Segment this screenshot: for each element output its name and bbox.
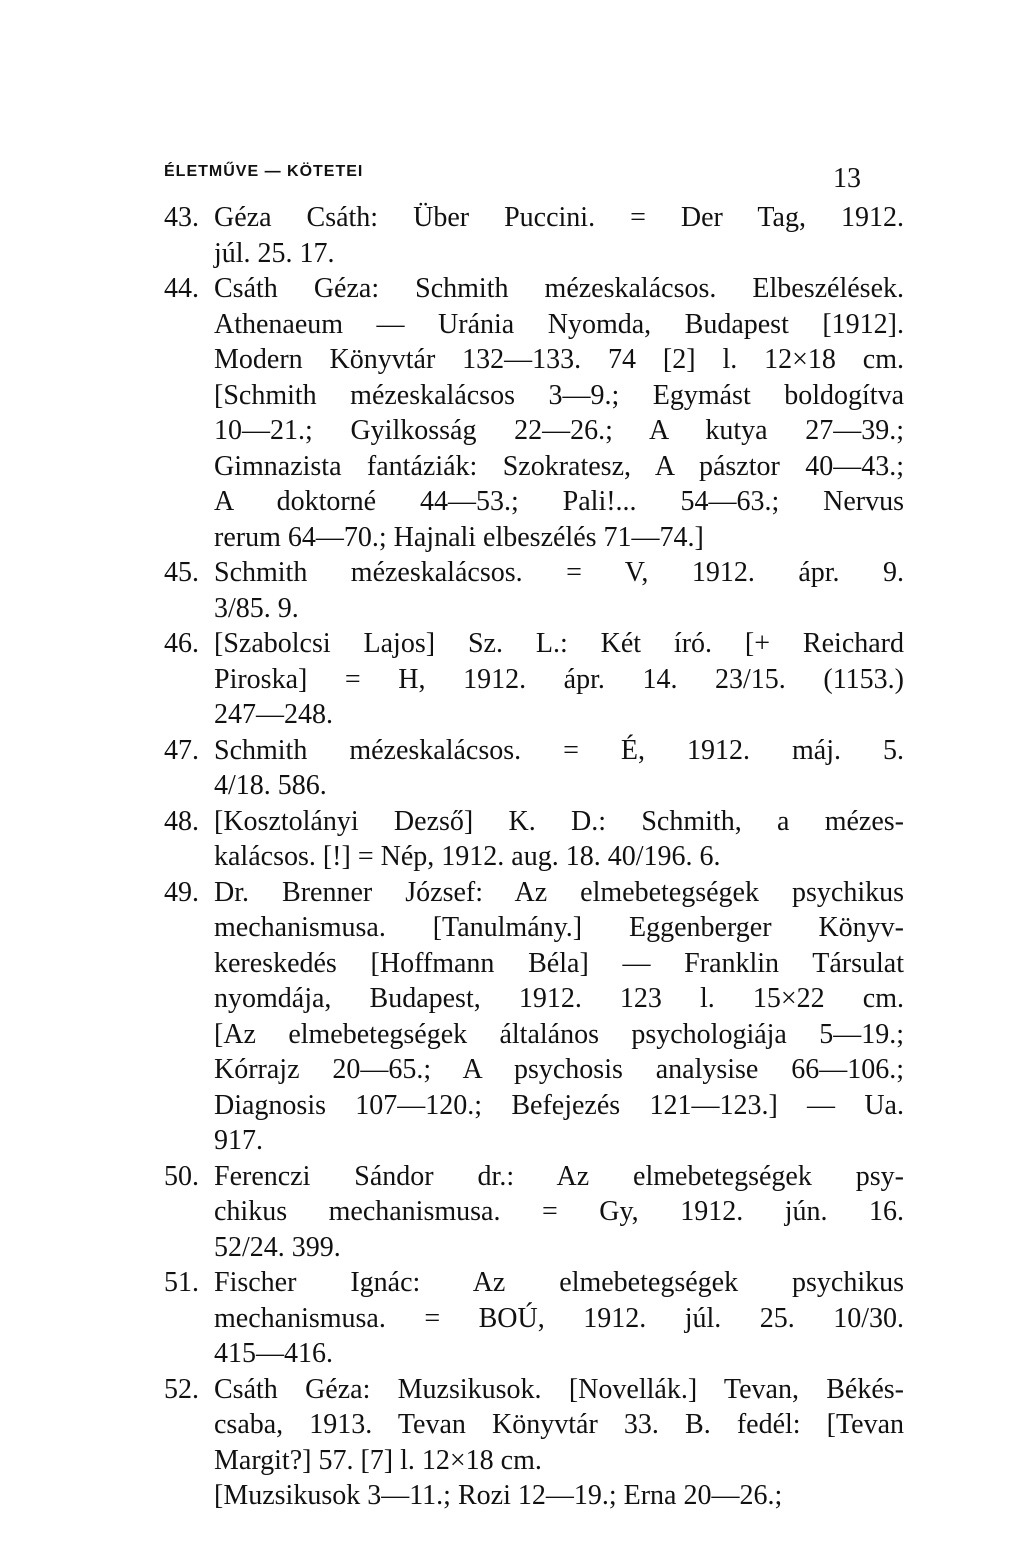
page-number: 13 — [833, 163, 861, 194]
entry-line: csaba, 1913. Tevan Könyvtár 33. B. fedél: [Tevan — [214, 1409, 904, 1440]
bibliography-entry — [164, 200, 904, 271]
entry-line: mechanismusa. [Tanulmány.] Eggenberger Könyv- — [214, 912, 904, 943]
bibliography-entry — [164, 1159, 904, 1266]
entry-line: Athenaeum — Uránia Nyomda, Budapest [1912]. — [214, 308, 904, 340]
entry-number: 44. — [164, 273, 199, 304]
entry-number: 51. — [164, 1267, 199, 1298]
entry-number: 48. — [164, 805, 199, 837]
entry-number: 43. — [164, 202, 199, 233]
entry-line: [Muzsikusok 3—11.; Rozi 12—19.; Erna 20—26.; — [214, 1480, 783, 1511]
bibliography-entry — [164, 1265, 904, 1372]
entry-line: 10—21.; Gyilkosság 22—26.; A kutya 27—39.; — [214, 415, 904, 446]
bibliography-entry — [164, 804, 904, 875]
entry-line: Margit?] 57. [7] l. 12×18 cm. — [214, 1444, 542, 1476]
entry-line: [Szabolcsi Lajos] Sz. L.: Két író. [+ Reichard — [214, 628, 904, 659]
entry-line: A doktorné 44—53.; Pali!... 54—63.; Nervus — [214, 486, 904, 517]
entry-line: Diagnosis 107—120.; Befejezés 121—123.] — Ua. — [214, 1089, 904, 1121]
entry-line: 917. — [214, 1125, 263, 1156]
entry-line: Kórrajz 20—65.; A psychosis analysise 66—106.; — [214, 1054, 904, 1085]
entry-line: rerum 64—70.; Hajnali elbeszélés 71—74.] — [214, 521, 704, 553]
entry-line: Géza Csáth: Über Puccini. = Der Tag, 1912. — [214, 202, 904, 233]
running-head: ÉLETMŰVE — KÖTETEI — [164, 163, 364, 180]
entry-number: 45. — [164, 557, 199, 588]
entry-line: 52/24. 399. — [214, 1231, 341, 1263]
bibliography-entry — [164, 733, 904, 804]
entry-line: Csáth Géza: Schmith mézeskalácsos. Elbeszélések. — [214, 273, 904, 304]
bibliography-entries — [164, 200, 904, 1514]
entry-line: 415—416. — [214, 1338, 333, 1369]
entry-line: 4/18. 586. — [214, 770, 327, 801]
entry-line: Piroska] = H, 1912. ápr. 14. 23/15. (1153.) — [214, 663, 904, 695]
entry-line: Schmith mézeskalácsos. = V, 1912. ápr. 9. — [214, 557, 904, 588]
bibliography-entry — [164, 626, 904, 733]
entry-number: 46. — [164, 628, 199, 659]
entry-line: mechanismusa. = BOÚ, 1912. júl. 25. 10/30. — [214, 1302, 904, 1334]
bibliography-entry — [164, 555, 904, 626]
entry-line: [Kosztolányi Dezső] K. D.: Schmith, a mézes- — [214, 805, 904, 837]
entry-line: chikus mechanismusa. = Gy, 1912. jún. 16. — [214, 1196, 904, 1227]
entry-number: 52. — [164, 1373, 199, 1405]
entry-line: Ferenczi Sándor dr.: Az elmebetegségek psy- — [214, 1160, 904, 1192]
entry-line: Gimnazista fantáziák: Szokratesz, A pásztor 40—43.; — [214, 450, 904, 482]
entry-line: Dr. Brenner József: Az elmebetegségek psychikus — [214, 876, 904, 908]
entry-line: kalácsos. [!] = Nép, 1912. aug. 18. 40/196. 6. — [214, 841, 721, 872]
bibliography-entry — [164, 875, 904, 1159]
entry-line: Fischer Ignác: Az elmebetegségek psychikus — [214, 1267, 904, 1298]
entry-line: Schmith mézeskalácsos. = É, 1912. máj. 5. — [214, 734, 904, 766]
bibliography-entry — [164, 271, 904, 555]
entry-line: [Az elmebetegségek általános psychologiája 5—19.; — [214, 1018, 904, 1050]
entry-line: júl. 25. 17. — [214, 237, 335, 269]
bibliography-entry — [164, 1372, 904, 1514]
entry-number: 47. — [164, 734, 199, 766]
entry-line: kereskedés [Hoffmann Béla] — Franklin Társulat — [214, 947, 904, 979]
entry-number: 50. — [164, 1160, 199, 1192]
entry-line: 3/85. 9. — [214, 592, 299, 624]
entry-number: 49. — [164, 876, 199, 908]
entry-line: 247—248. — [214, 699, 333, 730]
entry-line: Csáth Géza: Muzsikusok. [Novellák.] Tevan, Békés- — [214, 1373, 904, 1405]
entry-line: [Schmith mézeskalácsos 3—9.; Egymást boldogítva — [214, 379, 904, 411]
entry-line: nyomdája, Budapest, 1912. 123 l. 15×22 cm. — [214, 983, 904, 1014]
entry-line: Modern Könyvtár 132—133. 74 [2] l. 12×18 cm. — [214, 344, 904, 375]
